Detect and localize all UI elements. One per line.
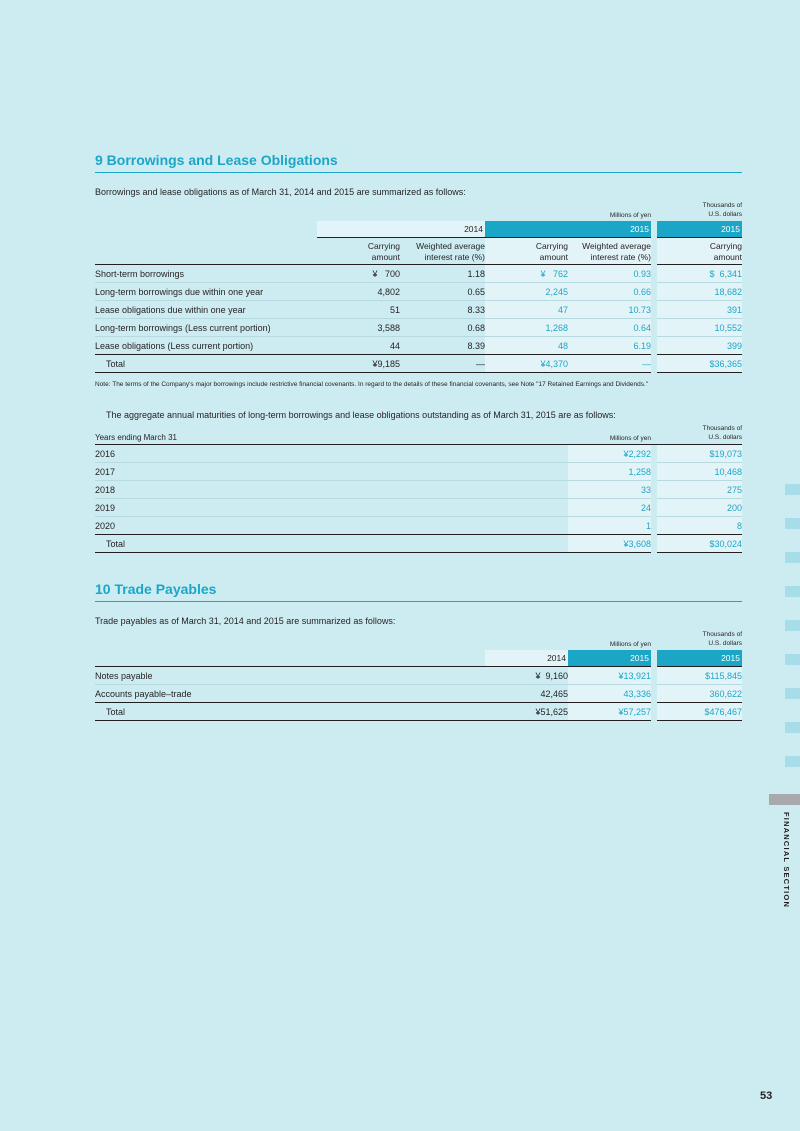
unit-yen: Millions of yen	[609, 641, 651, 648]
year-2014-header: 2014	[485, 650, 568, 667]
section-tab[interactable]	[785, 620, 800, 631]
year-2014-header: 2014	[317, 221, 485, 238]
unit-yen: Millions of yen	[609, 212, 651, 219]
section-9-title: 9 Borrowings and Lease Obligations	[95, 152, 742, 173]
table-row: 2018 33 275	[95, 481, 742, 499]
total-row: Total ¥3,608 $30,024	[95, 535, 742, 553]
table-row: Lease obligations due within one year 51 8.33 47 10.73 391	[95, 301, 742, 319]
active-section-tab[interactable]	[769, 794, 800, 805]
table-row: Accounts payable–trade 42,465 43,336 360,622	[95, 685, 742, 703]
sub-carrying-2014: Carrying amount	[317, 238, 400, 265]
sub-rate-2014: Weighted average interest rate (%)	[400, 238, 485, 265]
section-tab[interactable]	[785, 756, 800, 767]
year-2015-usd-header: 2015	[657, 221, 742, 238]
maturities-intro: The aggregate annual maturities of long-term borrowings and lease obligations outstanding as of March 31, 2015 are as follows:	[106, 410, 616, 420]
total-row: Total ¥9,185 — ¥4,370 — $36,365	[95, 355, 742, 373]
unit-usd: Thousands of U.S. dollars	[657, 424, 742, 445]
table-row: 2020 1 8	[95, 517, 742, 535]
page-number: 53	[760, 1090, 773, 1102]
table-row: 2016 ¥2,292 $19,073	[95, 445, 742, 463]
table-row: Long-term borrowings due within one year 4,802 0.65 2,245 0.66 18,682	[95, 283, 742, 301]
section-9-intro: Borrowings and lease obligations as of March 31, 2014 and 2015 are summarized as follows:	[95, 187, 466, 197]
section-tab[interactable]	[785, 518, 800, 529]
table-row: 2019 24 200	[95, 499, 742, 517]
table-row: Short-term borrowings ¥ 700 1.18 ¥ 762 0.93 $ 6,341	[95, 265, 742, 283]
section-tab[interactable]	[785, 688, 800, 699]
table-row: 2017 1,258 10,468	[95, 463, 742, 481]
section-tab[interactable]	[785, 484, 800, 495]
section-tab[interactable]	[785, 552, 800, 563]
years-ending-label: Years ending March 31	[95, 424, 568, 445]
sub-carrying-usd: Carrying amount	[657, 238, 742, 265]
section-tab[interactable]	[785, 586, 800, 597]
maturities-table	[95, 424, 742, 553]
year-2015-usd-header: 2015	[657, 650, 742, 667]
year-2015-header: 2015	[485, 221, 651, 238]
unit-yen: Millions of yen	[568, 424, 651, 445]
section-9-note: Note: The terms of the Company's major borrowings include restrictive financial covenants. In regard to the details of these financial covenants, see Note "17 Retained Earnings and Dividends."	[95, 381, 649, 388]
borrowings-table	[95, 201, 742, 373]
section-10-intro: Trade payables as of March 31, 2014 and 2015 are summarized as follows:	[95, 616, 396, 626]
section-10-title: 10 Trade Payables	[95, 581, 742, 602]
table-row: Lease obligations (Less current portion) 44 8.39 48 6.19 399	[95, 337, 742, 355]
total-row: Total ¥51,625 ¥57,257 $476,467	[95, 703, 742, 721]
table-row: Long-term borrowings (Less current portion) 3,588 0.68 1,268 0.64 10,552	[95, 319, 742, 337]
side-section-label: FINANCIAL SECTION	[782, 812, 791, 909]
section-tab[interactable]	[785, 654, 800, 665]
section-tabs	[785, 484, 800, 790]
section-tab[interactable]	[785, 722, 800, 733]
sub-rate-2015: Weighted average interest rate (%)	[568, 238, 651, 265]
table-row: Notes payable ¥ 9,160 ¥13,921 $115,845	[95, 667, 742, 685]
unit-usd: Thousands of U.S. dollars	[702, 631, 742, 647]
trade-payables-table	[95, 630, 742, 721]
year-2015-header: 2015	[568, 650, 651, 667]
unit-usd: Thousands of U.S. dollars	[702, 202, 742, 218]
sub-carrying-2015: Carrying amount	[485, 238, 568, 265]
page-content	[95, 152, 742, 721]
